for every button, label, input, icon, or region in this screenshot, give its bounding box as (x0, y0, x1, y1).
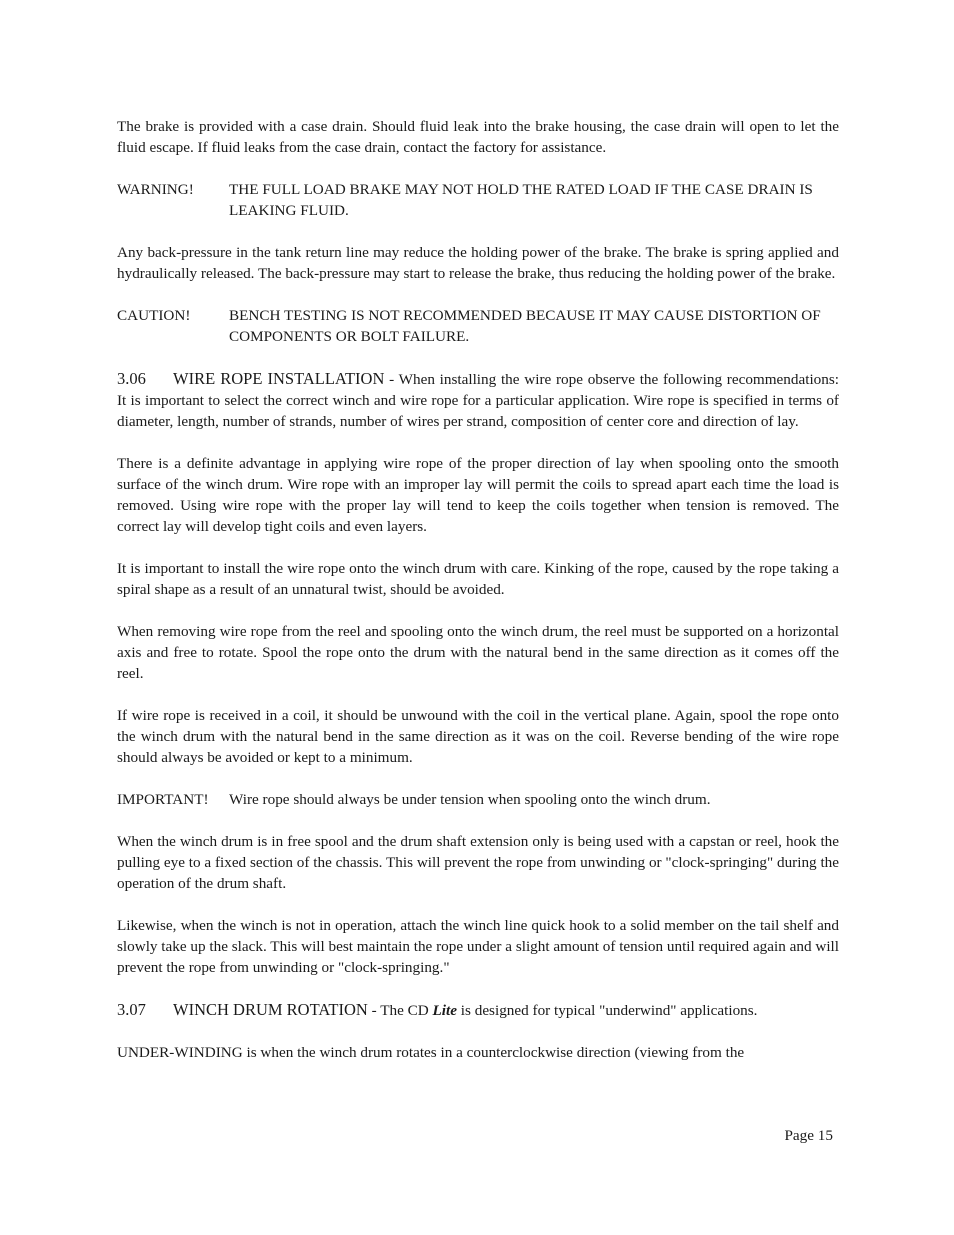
section-text-before: - The CD (367, 1002, 433, 1019)
tail-shelf-paragraph: Likewise, when the winch is not in operation, attach the winch line quick hook to a solid member on the tail shelf and slowly take up the slack. This will best maintain the rope under a slight amount of tension until required again and will prevent the rope from unwinding or "clock-springing." (117, 917, 839, 976)
back-pressure-paragraph: Any back-pressure in the tank return line may reduce the holding power of the brake. The brake is spring applied and hydraulically released. The back-pressure may start to release the brake, thus reducing the holding power of the brake. (117, 244, 839, 282)
section-number: 3.07 (117, 1000, 146, 1019)
page-number: Page 15 (784, 1127, 833, 1144)
warning-label: WARNING! (117, 181, 194, 198)
important-note (117, 789, 839, 810)
direction-of-lay-paragraph: There is a definite advantage in applying wire rope of the proper direction of lay when spooling onto the smooth surface of the winch drum. Wire rope with an improper lay will permit the coils to spread apart each time the load is removed. Using wire rope with the proper lay will tend to keep the coils together when tension is removed. The correct lay will develop tight coils and even layers. (117, 455, 839, 535)
caution-note (117, 305, 839, 347)
important-label: IMPORTANT! (117, 791, 209, 808)
install-care-paragraph: It is important to install the wire rope onto the winch drum with care. Kinking of the rope, caused by the rope taking a spiral shape as a result of an unnatural twist, should be avoided. (117, 560, 839, 598)
section-text: - When installing the wire rope observe the following recommendations: It is important to select the correct winch and wire rope for a particular application. Wire rope is specified in terms of diameter, length, number of strands, number of wires per strand, composition of center core and direction of lay. (117, 371, 839, 430)
important-text: Wire rope should always be under tension when spooling onto the winch drum. (229, 791, 711, 808)
document-page (117, 116, 839, 1063)
section-3-07 (117, 999, 839, 1021)
caution-label: CAUTION! (117, 307, 191, 324)
warning-note (117, 179, 839, 221)
caution-text: BENCH TESTING IS NOT RECOMMENDED BECAUSE IT MAY CAUSE DISTORTION OF COMPONENTS OR BOLT FAILURE. (229, 307, 821, 345)
product-name-emphasis: Lite (432, 1002, 457, 1019)
coil-unwinding-paragraph: If wire rope is received in a coil, it should be unwound with the coil in the vertical plane. Again, spool the rope onto the winch drum with the natural bend in the same direction as it was on the coil. Reverse bending of the wire rope should always be avoided or kept to a minimum. (117, 707, 839, 766)
section-title: WIRE ROPE INSTALLATION (173, 369, 385, 388)
brake-case-drain-paragraph: The brake is provided with a case drain. Should fluid leak into the brake housing, the case drain will open to let the fluid escape. If fluid leaks from the case drain, contact the factory for assistance. (117, 118, 839, 156)
warning-text: THE FULL LOAD BRAKE MAY NOT HOLD THE RATED LOAD IF THE CASE DRAIN IS LEAKING FLUID. (229, 181, 813, 219)
section-text-after: is designed for typical "underwind" applications. (457, 1002, 758, 1019)
under-winding-paragraph: UNDER-WINDING is when the winch drum rotates in a counterclockwise direction (viewing from the (117, 1044, 745, 1061)
section-3-06 (117, 368, 839, 432)
free-spool-paragraph: When the winch drum is in free spool and the drum shaft extension only is being used with a capstan or reel, hook the pulling eye to a fixed section of the chassis. This will prevent the rope from unwinding or "clock-springing" during the operation of the drum shaft. (117, 833, 839, 892)
reel-spooling-paragraph: When removing wire rope from the reel and spooling onto the winch drum, the reel must be supported on a horizontal axis and free to rotate. Spool the rope onto the drum with the natural bend in the same direction as it comes off the reel. (117, 623, 839, 682)
section-title: WINCH DRUM ROTATION (173, 1000, 368, 1019)
section-number: 3.06 (117, 369, 146, 388)
